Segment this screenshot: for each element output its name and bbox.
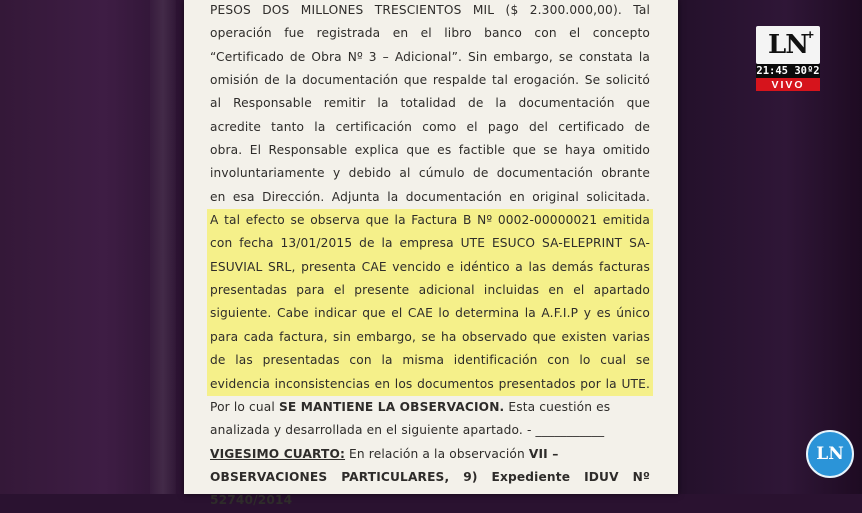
conclusion-verdict: SE MANTIENE LA OBSERVACION.	[278, 399, 505, 414]
highlighted-text: para cada factura, sin embargo, se ha observado que existen varias	[207, 326, 653, 349]
line-text: al Responsable remitir la totalidad de la documentación que	[210, 96, 650, 111]
document-line	[210, 209, 650, 232]
particular-observations-line: OBSERVACIONES PARTICULARES, 9) Expediente IDUV Nº 52740/2014	[210, 469, 650, 508]
document-line	[210, 279, 650, 302]
highlighted-text: ESUVIAL SRL, presenta CAE vencido e idéntico a las demás facturas	[207, 256, 653, 279]
document-line	[210, 139, 650, 162]
live-broadcast-bug	[752, 26, 824, 94]
document-line	[210, 186, 650, 209]
document-line	[210, 232, 650, 255]
document-line	[210, 326, 650, 349]
line-text: involuntariamente y debido al cúmulo de documentación obrante	[210, 166, 650, 181]
line-text: “Certificado de Obra Nº 3 – Adicional”. Sin embargo, se constata la	[210, 49, 650, 64]
document-text	[210, 0, 650, 513]
channel-logo-text: LN	[767, 30, 809, 60]
document-line	[210, 46, 650, 69]
document-line	[210, 349, 650, 372]
line-text: PESOS DOS MILLONES TRESCIENTOS MIL ($ 2.300.000,00). Tal	[210, 3, 650, 17]
document-line	[210, 22, 650, 45]
channel-logo	[756, 26, 820, 64]
line-text: operación fue registrada en el libro banco con el concepto	[210, 26, 650, 41]
highlighted-text: siguiente. Cabe indicar que el CAE lo determina la A.F.I.P y es único	[207, 302, 653, 325]
section-title: VIGESIMO CUARTO:	[210, 446, 346, 461]
section-text: En relación a la observación	[345, 446, 529, 461]
channel-badge-text: LN	[816, 444, 844, 464]
line-text: obra. El Responsable explica que es factible que se haya omitido	[210, 143, 650, 158]
document-line	[210, 92, 650, 115]
section-number: VII –	[528, 446, 559, 461]
clock-temperature: 21:45 30º2	[756, 65, 820, 77]
conclusion-line	[210, 396, 650, 419]
line-text: omisión de la documentación que respalde tal erogación. Se solicitó	[210, 73, 650, 88]
document-line	[210, 302, 650, 325]
highlighted-text: presentadas para el presente adicional incluidas en el apartado	[207, 279, 653, 302]
line-text: acredite tanto la certificación como el pago del certificado de	[210, 119, 650, 134]
section-heading-line	[210, 443, 650, 466]
live-indicator: VIVO	[756, 78, 820, 91]
analysis-line: analizada y desarrollada en el siguiente apartado. - ___________	[210, 423, 605, 438]
document-line	[210, 116, 650, 139]
channel-logo-plus: +	[806, 27, 814, 42]
conclusion-suffix: Esta cuestión es	[504, 399, 611, 414]
conclusion-prefix: Por lo cual	[210, 399, 279, 414]
document-line	[210, 69, 650, 92]
channel-badge-icon	[806, 430, 854, 478]
line-text: en esa Dirección. Adjunta la documentación en original solicitada.	[210, 189, 650, 204]
document-line	[210, 0, 650, 22]
document-line	[210, 162, 650, 185]
document-line	[210, 373, 650, 396]
document-lines	[210, 0, 650, 396]
highlighted-text: A tal efecto se observa que la Factura B Nº 0002-00000021 emitida	[207, 209, 653, 232]
highlighted-text: evidencia inconsistencias en los documentos presentados por la UTE.	[207, 373, 653, 396]
highlighted-text: con fecha 13/01/2015 de la empresa UTE ESUCO SA-ELEPRINT SA-	[207, 232, 653, 255]
background-light-streak	[150, 0, 176, 494]
highlighted-text: de las presentadas con la misma identificación con lo cual se	[207, 349, 653, 372]
document-line	[210, 256, 650, 279]
